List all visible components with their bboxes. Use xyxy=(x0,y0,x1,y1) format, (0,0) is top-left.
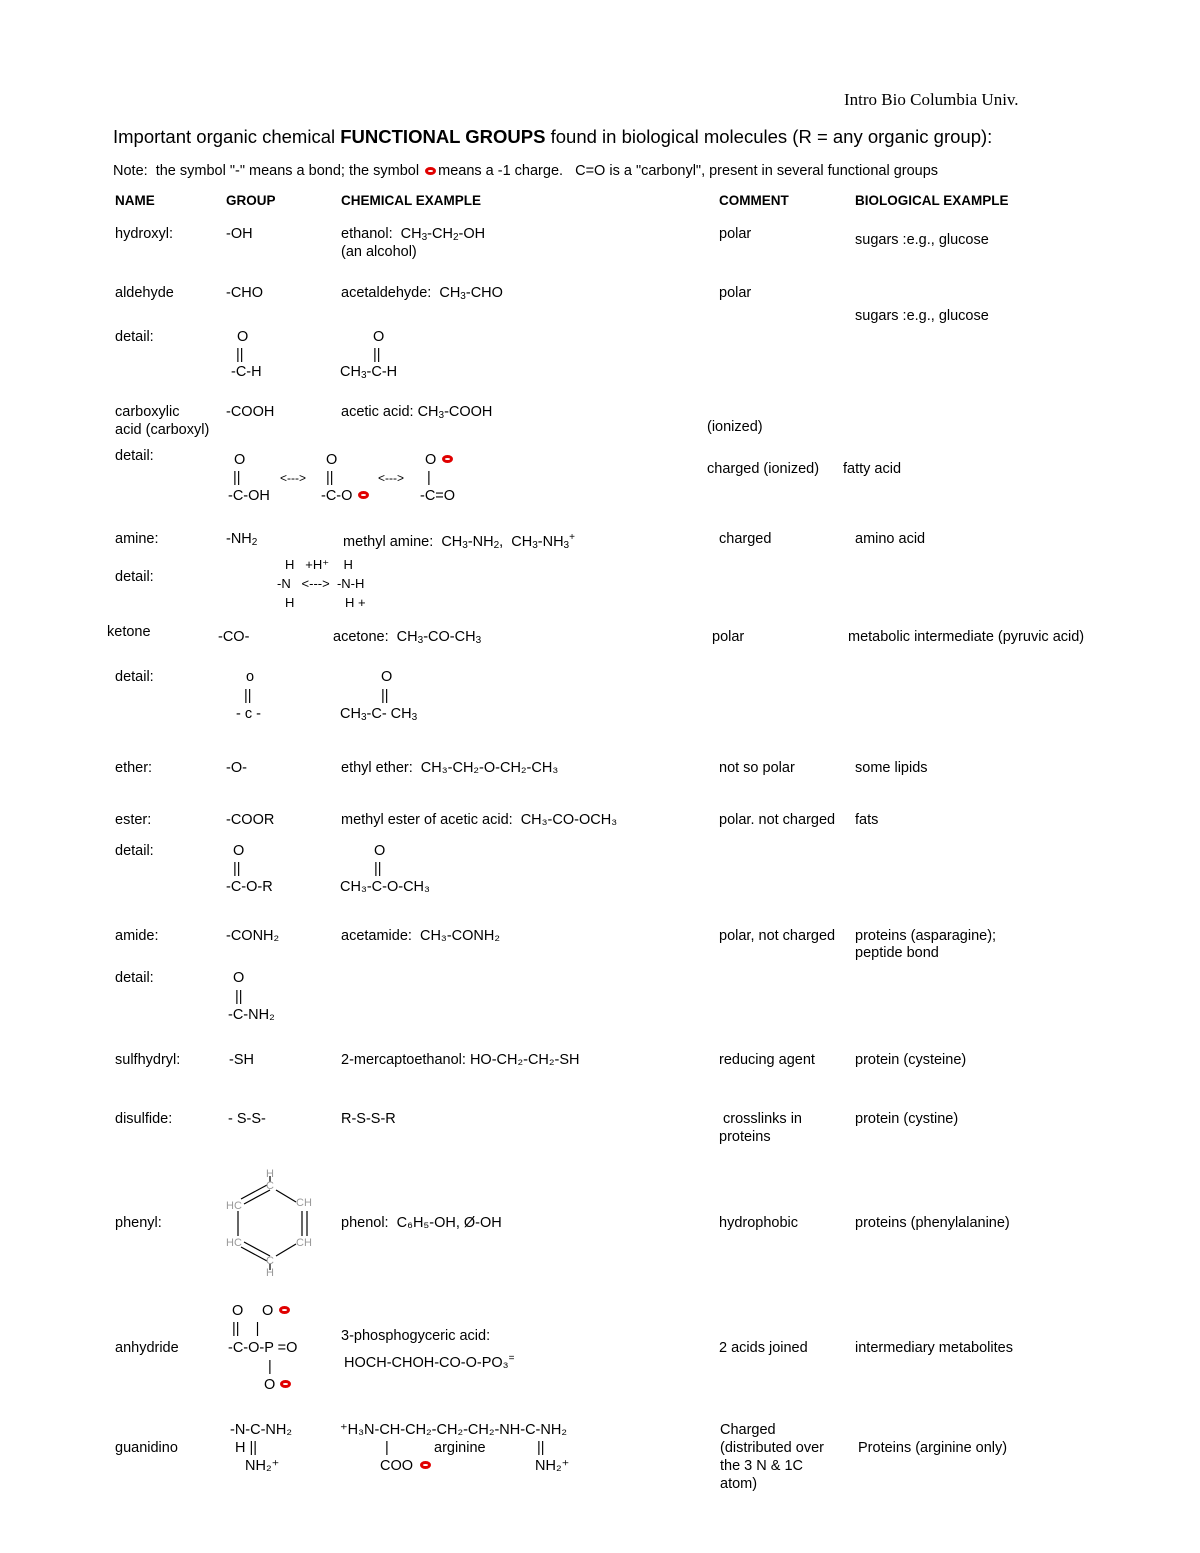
carboxyl-r1-o: O xyxy=(234,452,246,468)
sulfhydryl-comment: reducing agent xyxy=(719,1052,815,1068)
carboxyl-r2-bond: || xyxy=(326,470,334,486)
title-suffix: found in biological molecules (R = any organic group): xyxy=(545,126,993,147)
aldehyde-detail-label: detail: xyxy=(115,329,154,345)
note-line xyxy=(113,162,938,180)
carboxyl-r1-group: -C-OH xyxy=(228,488,270,504)
ring-c-top: C xyxy=(266,1180,274,1192)
ketone-ex-o: O xyxy=(381,669,393,685)
amide-name: amide: xyxy=(115,928,159,944)
guanidino-comment-3: the 3 N & 1C xyxy=(720,1458,804,1474)
ester-example: methyl ester of acetic acid: CH₃-CO-OCH₃ xyxy=(341,812,618,828)
ketone-bio: metabolic intermediate (pyruvic acid) xyxy=(848,629,1085,645)
aldehyde-ex-o: O xyxy=(373,329,385,345)
ether-example: ethyl ether: CH₃-CH₂-O-CH₂-CH₃ xyxy=(341,760,559,776)
carboxyl-r2-o: O xyxy=(326,452,338,468)
carboxylic-name-2: acid (carboxyl) xyxy=(115,422,210,438)
anhydride-comment: 2 acids joined xyxy=(719,1340,808,1356)
negative-charge-icon xyxy=(425,167,436,175)
benzene-ring-icon xyxy=(218,1164,328,1280)
guanidino-group-1: -N-C-NH₂ xyxy=(230,1422,293,1438)
guanidino-example-bar: | xyxy=(385,1440,389,1456)
carboxylic-group: -COOH xyxy=(226,404,275,420)
ester-detail-bond: || xyxy=(233,861,241,877)
ether-comment: not so polar xyxy=(719,760,795,776)
disulfide-comment-2: proteins xyxy=(719,1129,771,1145)
carboxylic-name: carboxylic xyxy=(115,404,180,420)
guanidino-group-2: H || xyxy=(235,1440,258,1456)
aldehyde-detail-o: O xyxy=(237,329,249,345)
negative-charge-icon xyxy=(442,455,453,463)
ketone-detail-o: o xyxy=(246,669,255,685)
ketone-detail-label: detail: xyxy=(115,669,154,685)
guanidino-example-1: ⁺H₃N-CH-CH₂-CH₂-CH₂-NH-C-NH₂ xyxy=(340,1422,567,1438)
ester-detail-o: O xyxy=(233,843,245,859)
amine-name: amine: xyxy=(115,531,159,547)
ketone-detail-group: - c - xyxy=(236,706,261,722)
ester-ex-bond: || xyxy=(374,861,382,877)
carboxylic-example: acetic acid: $CH_3$-COOH xyxy=(341,404,493,421)
ketone-ex-structure: $CH_3-C-$ $CH_3$ xyxy=(340,706,418,723)
ether-bio: some lipids xyxy=(855,760,928,776)
page-title xyxy=(113,128,992,146)
carboxylic-comment: charged (ionized) xyxy=(707,461,820,477)
aldehyde-name: aldehyde xyxy=(115,285,174,301)
aldehyde-detail-bond: || xyxy=(236,347,244,363)
col-biological-example: BIOLOGICAL EXAMPLE xyxy=(855,193,1009,208)
sulfhydryl-bio: protein (cysteine) xyxy=(855,1052,967,1068)
hydroxyl-name: hydroxyl: xyxy=(115,226,174,242)
ester-detail-label: detail: xyxy=(115,843,154,859)
aldehyde-group: -CHO xyxy=(226,285,264,301)
course-label: Intro Bio Columbia Univ. xyxy=(844,90,1019,109)
carboxylic-bio: fatty acid xyxy=(843,461,902,477)
amide-bio: proteins (asparagine); xyxy=(855,928,997,944)
anhydride-o-2: O xyxy=(262,1303,274,1319)
phenyl-comment: hydrophobic xyxy=(719,1215,798,1231)
negative-charge-icon xyxy=(280,1380,291,1388)
guanidino-example-name: arginine xyxy=(434,1440,486,1456)
negative-charge-icon xyxy=(358,491,369,499)
phenyl-bio: proteins (phenylalanine) xyxy=(855,1215,1010,1231)
anhydride-bond-down: | xyxy=(268,1359,272,1375)
guanidino-example-bond: || xyxy=(537,1440,545,1456)
disulfide-group: - S-S- xyxy=(228,1111,266,1127)
carboxyl-r3-bond: | xyxy=(427,470,431,486)
title-prefix: Important organic chemical xyxy=(113,126,341,147)
amide-detail-bond: || xyxy=(235,989,243,1005)
col-group: GROUP xyxy=(226,193,276,208)
anhydride-bonds: || | xyxy=(232,1321,260,1337)
amide-detail-label: detail: xyxy=(115,970,154,986)
sulfhydryl-group: -SH xyxy=(229,1052,254,1068)
disulfide-comment: crosslinks in xyxy=(719,1111,802,1127)
amide-detail-o: O xyxy=(233,970,245,986)
amine-detail-line1: H +H⁺ H xyxy=(285,557,353,572)
anhydride-example: 3-phosphogyceric acid: xyxy=(341,1328,491,1344)
anhydride-o-3: O xyxy=(264,1377,276,1393)
hydroxyl-example-note: (an alcohol) xyxy=(341,244,417,260)
title-bold: FUNCTIONAL GROUPS xyxy=(340,126,546,147)
amine-detail-label: detail: xyxy=(115,569,154,585)
carboxyl-r2-group: -C-O xyxy=(321,488,353,504)
guanidino-group-3: NH₂⁺ xyxy=(245,1458,280,1474)
guanidino-name: guanidino xyxy=(115,1440,178,1456)
col-chemical-example: CHEMICAL EXAMPLE xyxy=(341,193,482,208)
amide-detail-group: -C-NH₂ xyxy=(228,1007,275,1023)
disulfide-example: R-S-S-R xyxy=(341,1111,396,1127)
ester-detail-group: -C-O-R xyxy=(226,879,273,895)
amide-comment: polar, not charged xyxy=(719,928,836,944)
carboxyl-r1-bond: || xyxy=(233,470,241,486)
ester-group: -COOR xyxy=(226,812,275,828)
col-name: NAME xyxy=(115,193,155,208)
guanidino-comment-4: atom) xyxy=(720,1476,758,1492)
note-prefix: Note: the symbol "-" means a bond; the symbol xyxy=(113,163,424,179)
ketone-ex-bond: || xyxy=(381,688,389,704)
aldehyde-example: acetaldehyde: $CH_3$-CHO xyxy=(341,285,503,302)
guanidino-example-nh2: NH₂⁺ xyxy=(535,1458,570,1474)
guanidino-bio: Proteins (arginine only) xyxy=(858,1440,1008,1456)
amine-comment: charged xyxy=(719,531,772,547)
ring-c-bottom: C xyxy=(266,1255,274,1267)
phenyl-example: phenol: C₆H₅-OH, Ø-OH xyxy=(341,1215,502,1231)
disulfide-bio: protein (cystine) xyxy=(855,1111,959,1127)
amine-bio: amino acid xyxy=(855,531,926,547)
ester-name: ester: xyxy=(115,812,152,828)
carboxyl-r3-group: -C=O xyxy=(420,488,456,504)
phenyl-name: phenyl: xyxy=(115,1215,162,1231)
amide-group: -CONH₂ xyxy=(226,928,280,944)
amide-example: acetamide: CH₃-CONH₂ xyxy=(341,928,500,944)
hydroxyl-group: -OH xyxy=(226,226,253,242)
ring-h-bottom: H xyxy=(266,1267,274,1279)
carboxyl-r3-o: O xyxy=(425,452,437,468)
ring-h-top: H xyxy=(266,1168,274,1180)
aldehyde-detail-group: -C-H xyxy=(231,364,262,380)
ketone-name: ketone xyxy=(107,624,151,640)
ring-ch-right-top: CH xyxy=(296,1197,312,1209)
ester-ex-o: O xyxy=(374,843,386,859)
hydroxyl-example: ethanol: $CH_3-CH_2-OH$ xyxy=(341,226,486,243)
col-comment: COMMENT xyxy=(719,193,789,208)
amine-detail-line2: -N <---> -N-H xyxy=(277,576,365,591)
ketone-comment: polar xyxy=(712,629,745,645)
amine-group: $-NH_2$ xyxy=(226,531,258,548)
ketone-example: acetone: $CH_3-CO-CH_3$ xyxy=(333,629,482,646)
carboxylic-detail-label: detail: xyxy=(115,448,154,464)
aldehyde-bio: sugars :e.g., glucose xyxy=(855,308,989,324)
hydroxyl-bio: sugars :e.g., glucose xyxy=(855,232,989,248)
note-suffix: means a -1 charge. C=O is a "carbonyl", present in several functional groups xyxy=(438,163,939,179)
ring-hc-left-bottom: HC xyxy=(226,1237,242,1249)
ester-bio: fats xyxy=(855,812,879,828)
aldehyde-comment: polar xyxy=(719,285,752,301)
guanidino-comment-2: (distributed over xyxy=(720,1440,824,1456)
ester-comment: polar. not charged xyxy=(719,812,836,828)
aldehyde-ex-structure: $CH_3-C-H$ xyxy=(340,364,398,381)
ester-ex-structure: CH₃-C-O-CH₃ xyxy=(340,879,430,895)
amide-bio-2: peptide bond xyxy=(855,945,939,961)
carboxyl-arrow-1: <---> xyxy=(280,471,307,485)
negative-charge-icon xyxy=(420,1461,431,1469)
anhydride-name: anhydride xyxy=(115,1340,179,1356)
anhydride-bio: intermediary metabolites xyxy=(855,1340,1013,1356)
negative-charge-icon xyxy=(279,1306,290,1314)
disulfide-name: disulfide: xyxy=(115,1111,173,1127)
sulfhydryl-example: 2-mercaptoethanol: HO-CH₂-CH₂-SH xyxy=(341,1052,580,1068)
anhydride-o-1: O xyxy=(232,1303,244,1319)
aldehyde-ex-bond: || xyxy=(373,347,381,363)
guanidino-comment-1: Charged xyxy=(720,1422,776,1438)
ketone-detail-bond: || xyxy=(244,688,252,704)
carboxyl-arrow-2: <---> xyxy=(378,471,405,485)
carboxylic-comment-top: (ionized) xyxy=(707,419,763,435)
ether-group: -O- xyxy=(226,760,247,776)
hydroxyl-comment: polar xyxy=(719,226,752,242)
amine-example: methyl amine: $CH_3-NH_2$, $CH_3-NH_3^+$ xyxy=(343,532,575,551)
ketone-group: -CO- xyxy=(218,629,250,645)
ether-name: ether: xyxy=(115,760,153,776)
anhydride-example-2: HOCH-CHOH-CO-O-PO₃= xyxy=(344,1353,515,1371)
ring-ch-right-bottom: CH xyxy=(296,1237,312,1249)
anhydride-core: -C-O-P =O xyxy=(228,1340,298,1356)
ring-hc-left-top: HC xyxy=(226,1200,242,1212)
guanidino-example-coo: COO xyxy=(380,1458,414,1474)
amine-detail-line3: H H + xyxy=(285,595,366,610)
sulfhydryl-name: sulfhydryl: xyxy=(115,1052,181,1068)
